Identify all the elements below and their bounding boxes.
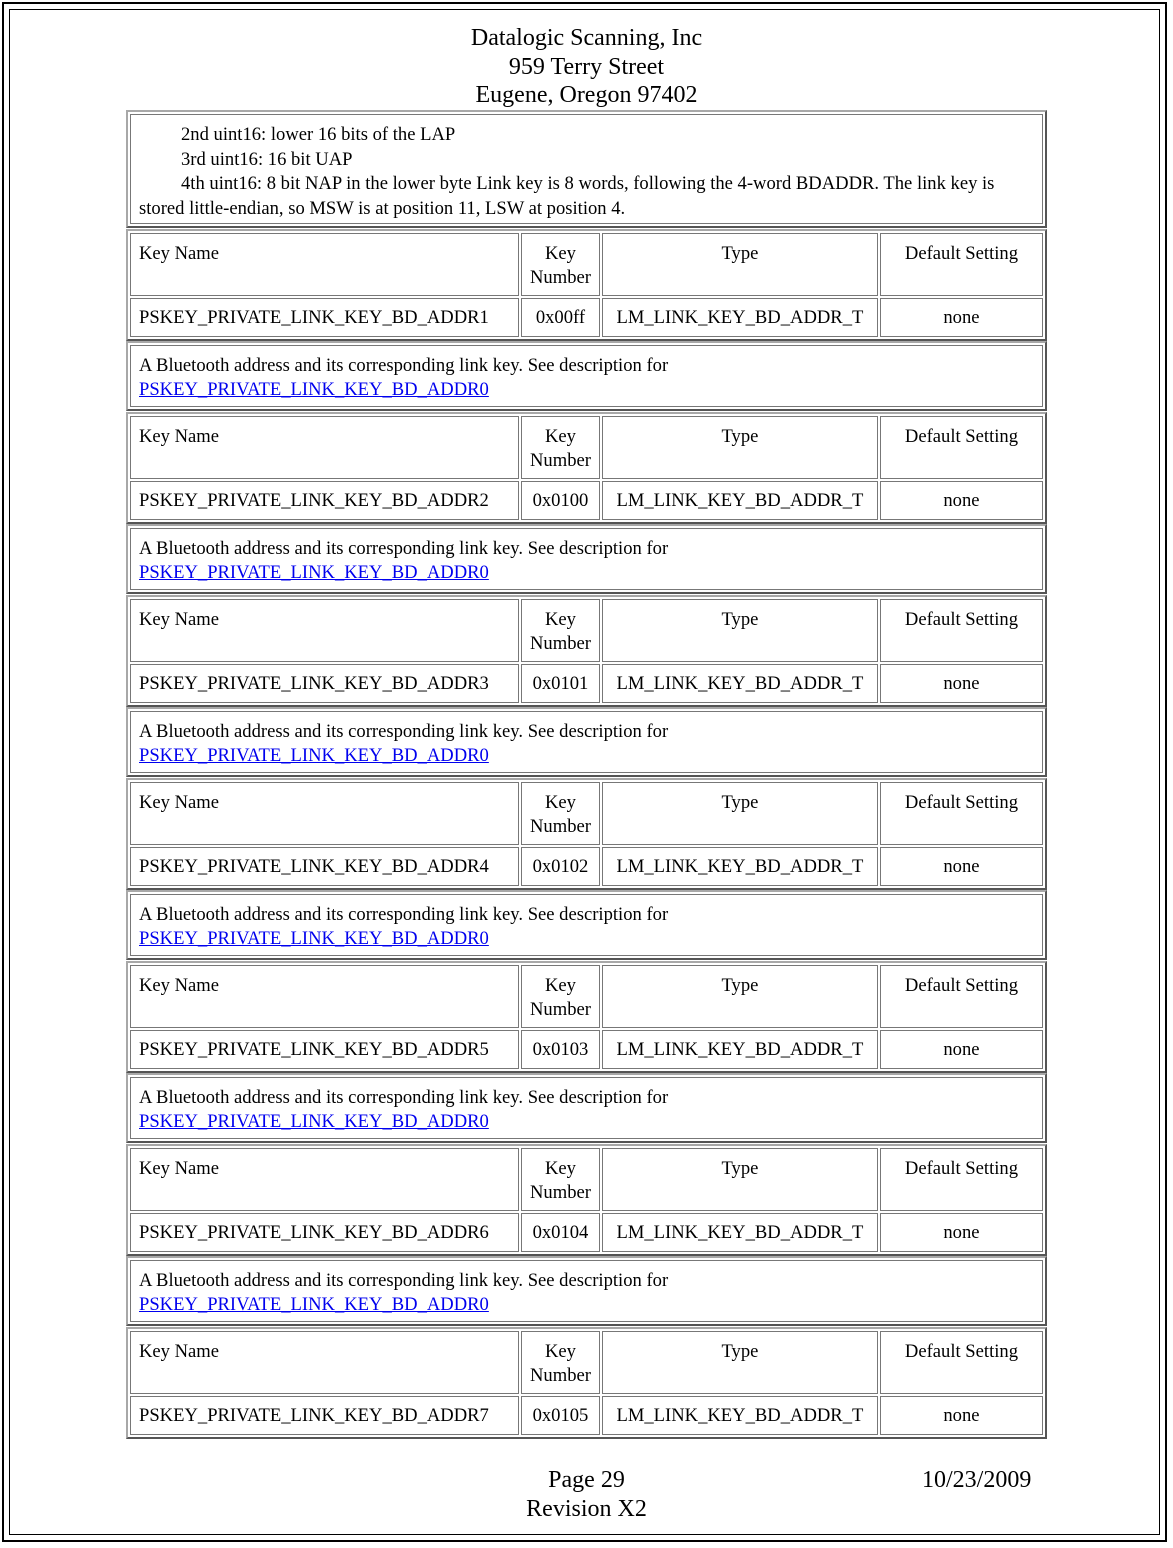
pskey-addr0-link[interactable]: PSKEY_PRIVATE_LINK_KEY_BD_ADDR0 <box>139 745 489 766</box>
col-type: Type <box>602 233 878 296</box>
default-setting-value: none <box>880 664 1043 703</box>
company-city: Eugene, Oregon 97402 <box>475 82 698 108</box>
col-default-setting: Default Setting <box>880 416 1043 479</box>
key-number-value: 0x0103 <box>521 1030 600 1069</box>
table-row <box>130 1396 1043 1435</box>
col-default-setting: Default Setting <box>880 1148 1043 1211</box>
description-cell <box>130 528 1043 590</box>
key-name-value: PSKEY_PRIVATE_LINK_KEY_BD_ADDR5 <box>130 1030 519 1069</box>
col-type: Type <box>602 1148 878 1211</box>
col-key-name: Key Name <box>130 965 519 1028</box>
type-value: LM_LINK_KEY_BD_ADDR_T <box>602 847 878 886</box>
description-text: A Bluetooth address and its corresponding link key. See description for <box>139 904 669 925</box>
page-header <box>0 24 1173 110</box>
col-type: Type <box>602 782 878 845</box>
table-row <box>130 1030 1043 1069</box>
default-setting-value: none <box>880 847 1043 886</box>
revision: Revision X2 <box>526 1495 647 1522</box>
pskey-table <box>126 961 1047 1073</box>
description-box <box>126 1256 1047 1326</box>
col-type: Type <box>602 416 878 479</box>
col-type: Type <box>602 965 878 1028</box>
col-key-name: Key Name <box>130 1331 519 1394</box>
col-default-setting: Default Setting <box>880 965 1043 1028</box>
intro-line-1: 2nd uint16: lower 16 bits of the LAP <box>181 124 456 145</box>
type-value: LM_LINK_KEY_BD_ADDR_T <box>602 1030 878 1069</box>
table-row <box>130 481 1043 520</box>
footer-date: 10/23/2009 <box>922 1467 1032 1493</box>
table-header-row <box>130 1331 1043 1394</box>
description-text: A Bluetooth address and its corresponding link key. See description for <box>139 1270 669 1291</box>
type-value: LM_LINK_KEY_BD_ADDR_T <box>602 1213 878 1252</box>
col-key-number: Key Number <box>521 782 600 845</box>
col-key-number: Key Number <box>521 1148 600 1211</box>
description-cell <box>130 1260 1043 1322</box>
key-name-value: PSKEY_PRIVATE_LINK_KEY_BD_ADDR6 <box>130 1213 519 1252</box>
intro-box <box>126 110 1047 228</box>
col-key-number: Key Number <box>521 416 600 479</box>
col-key-name: Key Name <box>130 233 519 296</box>
col-default-setting: Default Setting <box>880 599 1043 662</box>
pskey-addr0-link[interactable]: PSKEY_PRIVATE_LINK_KEY_BD_ADDR0 <box>139 1294 489 1315</box>
table-header-row <box>130 1148 1043 1211</box>
table-header-row <box>130 599 1043 662</box>
pskey-addr0-link[interactable]: PSKEY_PRIVATE_LINK_KEY_BD_ADDR0 <box>139 928 489 949</box>
description-cell <box>130 894 1043 956</box>
key-number-value: 0x0105 <box>521 1396 600 1435</box>
col-default-setting: Default Setting <box>880 782 1043 845</box>
default-setting-value: none <box>880 1396 1043 1435</box>
table-header-row <box>130 782 1043 845</box>
document-body <box>126 110 1047 1439</box>
pskey-table <box>126 1144 1047 1256</box>
col-default-setting: Default Setting <box>880 233 1043 296</box>
pskey-addr0-link[interactable]: PSKEY_PRIVATE_LINK_KEY_BD_ADDR0 <box>139 562 489 583</box>
company-name: Datalogic Scanning, Inc <box>470 25 703 51</box>
col-key-name: Key Name <box>130 782 519 845</box>
default-setting-value: none <box>880 1030 1043 1069</box>
default-setting-value: none <box>880 481 1043 520</box>
description-box <box>126 707 1047 777</box>
type-value: LM_LINK_KEY_BD_ADDR_T <box>602 481 878 520</box>
key-name-value: PSKEY_PRIVATE_LINK_KEY_BD_ADDR1 <box>130 298 519 337</box>
default-setting-value: none <box>880 1213 1043 1252</box>
description-text: A Bluetooth address and its corresponding link key. See description for <box>139 1087 669 1108</box>
table-row <box>130 664 1043 703</box>
key-name-value: PSKEY_PRIVATE_LINK_KEY_BD_ADDR4 <box>130 847 519 886</box>
company-street: 959 Terry Street <box>508 53 665 80</box>
key-number-value: 0x0102 <box>521 847 600 886</box>
intro-line-3 <box>139 172 1034 221</box>
pskey-table <box>126 595 1047 707</box>
col-key-number: Key Number <box>521 1331 600 1394</box>
intro-line-2: 3rd uint16: 16 bit UAP <box>181 148 353 170</box>
table-header-row <box>130 965 1043 1028</box>
description-text: A Bluetooth address and its corresponding link key. See description for <box>139 538 669 559</box>
pskey-entries <box>126 229 1047 1439</box>
pskey-table <box>126 229 1047 341</box>
description-text: A Bluetooth address and its corresponding link key. See description for <box>139 355 669 376</box>
key-number-value: 0x00ff <box>521 298 600 337</box>
key-name-value: PSKEY_PRIVATE_LINK_KEY_BD_ADDR2 <box>130 481 519 520</box>
page-number: Page 29 <box>548 1467 625 1493</box>
col-key-number: Key Number <box>521 233 600 296</box>
description-text: A Bluetooth address and its corresponding link key. See description for <box>139 721 669 742</box>
col-key-name: Key Name <box>130 416 519 479</box>
col-type: Type <box>602 599 878 662</box>
description-box <box>126 524 1047 594</box>
description-cell <box>130 345 1043 407</box>
pskey-table <box>126 412 1047 524</box>
intro-line-3-text: 4th uint16: 8 bit NAP in the lower byte Link key is 8 words, following the 4-word BDADDR. The link key is stored little-endian, so MSW is at position 11, LSW at position 4. <box>139 173 995 219</box>
description-box <box>126 890 1047 960</box>
description-cell <box>130 711 1043 773</box>
type-value: LM_LINK_KEY_BD_ADDR_T <box>602 1396 878 1435</box>
pskey-addr0-link[interactable]: PSKEY_PRIVATE_LINK_KEY_BD_ADDR0 <box>139 379 489 400</box>
table-header-row <box>130 416 1043 479</box>
key-number-value: 0x0100 <box>521 481 600 520</box>
col-type: Type <box>602 1331 878 1394</box>
col-key-number: Key Number <box>521 599 600 662</box>
table-header-row <box>130 233 1043 296</box>
description-cell <box>130 1077 1043 1139</box>
key-number-value: 0x0104 <box>521 1213 600 1252</box>
type-value: LM_LINK_KEY_BD_ADDR_T <box>602 298 878 337</box>
pskey-addr0-link[interactable]: PSKEY_PRIVATE_LINK_KEY_BD_ADDR0 <box>139 1111 489 1132</box>
table-row <box>130 298 1043 337</box>
description-box <box>126 341 1047 411</box>
key-name-value: PSKEY_PRIVATE_LINK_KEY_BD_ADDR7 <box>130 1396 519 1435</box>
type-value: LM_LINK_KEY_BD_ADDR_T <box>602 664 878 703</box>
description-box <box>126 1073 1047 1143</box>
table-row <box>130 1213 1043 1252</box>
intro-cell <box>130 114 1043 224</box>
col-key-name: Key Name <box>130 599 519 662</box>
key-number-value: 0x0101 <box>521 664 600 703</box>
table-row <box>130 847 1043 886</box>
col-key-number: Key Number <box>521 965 600 1028</box>
default-setting-value: none <box>880 298 1043 337</box>
col-key-name: Key Name <box>130 1148 519 1211</box>
pskey-table <box>126 778 1047 890</box>
key-name-value: PSKEY_PRIVATE_LINK_KEY_BD_ADDR3 <box>130 664 519 703</box>
col-default-setting: Default Setting <box>880 1331 1043 1394</box>
pskey-table <box>126 1327 1047 1439</box>
